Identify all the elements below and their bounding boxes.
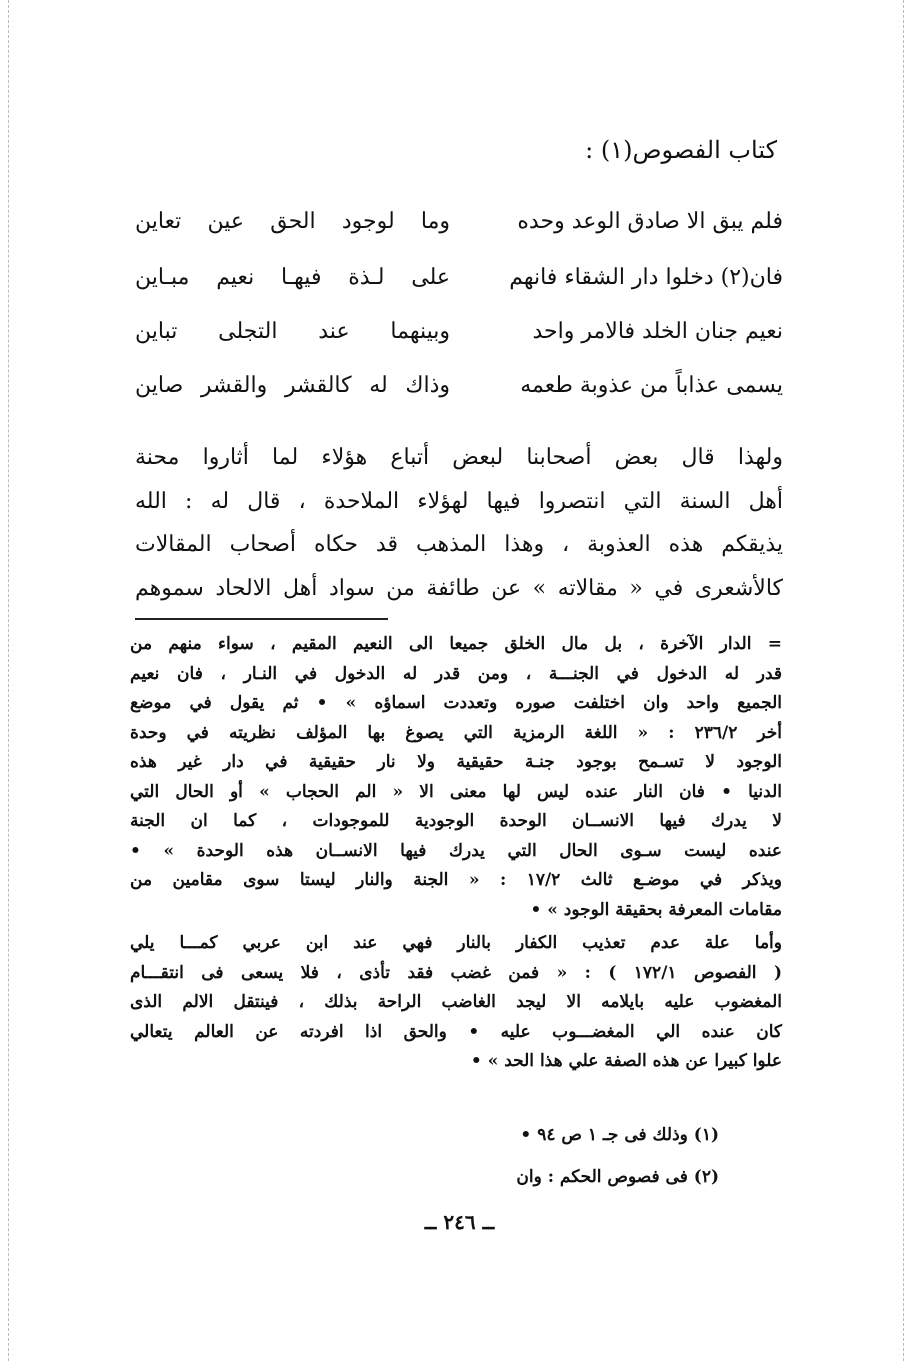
footnote-line: مقامات المعرفة بحقيقة الوجود » • (530, 899, 782, 920)
footnote-line: الجميع واحد وان اختلفت صوره وتعددت اسماؤه » • ثم يقول في موضع (130, 693, 782, 713)
footnote-separator (135, 618, 388, 620)
right-fold-line (903, 0, 904, 1361)
footnote-line: = الدار الآخرة ، بل مال الخلق جميعا الى النعيم المقيم ، سواء منهم من (130, 634, 782, 654)
verse-second-hemistich: وذاك له كالقشر والقشر صاين (135, 373, 450, 398)
verse-line (135, 312, 783, 352)
footnote-line: الوجود لا تسـمح بوجود جنـة حقيقية ولا نار حقيقية في دار غير هذه (130, 752, 782, 772)
verse-second-hemistich: وبينهما عند التجلى تباين (135, 319, 450, 344)
footnote-reference-2: (٢) فى فصوص الحكم : وان (516, 1167, 719, 1187)
footnotes-block (130, 630, 782, 1077)
footnote-line: المغضوب عليه بايلامه الا ليجد الغاضب الراحة بذلك ، فينتقل الالم الذى (130, 992, 782, 1012)
left-fold-line (8, 0, 9, 1361)
verse-first-hemistich: فلم يبق الا صادق الوعد وحده (517, 209, 783, 234)
footnote-line: ( الفصوص ١٧٢/١ ) : « فمن غضب فقد تأذى ، فلا يسعى فى انتقـــام (130, 962, 782, 983)
verse-second-hemistich: وما لوجود الحق عين تعاين (135, 209, 450, 234)
verse-line (135, 258, 783, 298)
main-text-line: أهل السنة التي انتصروا فيها لهؤلاء الملاحدة ، قال له : الله (135, 488, 783, 514)
footnote-reference-1: (١) وذلك فى جـ ١ ص ٩٤ • (520, 1125, 719, 1145)
footnote-line: وأما علة عدم تعذيب الكفار بالنار فهي عند ابن عربي كمـــا يلي (130, 933, 782, 953)
footnote-line: أخر ٢٣٦/٢ : « اللغة الرمزية التي يصوغ بها المؤلف نظريته في وحدة (130, 722, 783, 743)
footnote-line: كان عنده الي المغضـــوب عليه • والحق اذا افردته عن العالم يتعالي (130, 1021, 782, 1042)
footnote-line: عنده ليست سـوى الحال التي يدرك فيها الانســان هذه الوحدة » • (130, 840, 782, 861)
verse-first-hemistich: نعيم جنان الخلد فالامر واحد (532, 319, 783, 344)
footnote-line: لا يدرك فيها الانســان الوحدة الوجودية للموجودات ، كما ان الجنة (130, 811, 782, 831)
verse-line (135, 366, 783, 406)
footnote-line: ويذكر في موضـع ثالث ١٧/٢ : « الجنة والنار ليستا سوى مقامين من (130, 870, 782, 890)
page-number: ــ ٢٤٦ ــ (424, 1210, 495, 1234)
main-text-line: ولهذا قال بعض أصحابنا لبعض أتباع هؤلاء لما أثاروا محنة (135, 445, 783, 470)
footnote-line: قدر له الدخول في الجنـــة ، ومن قدر له الدخول في النـار ، فان نعيم (130, 663, 782, 684)
main-paragraph (135, 436, 783, 610)
verse-line (135, 202, 783, 242)
verse-first-hemistich: فان(٢) دخلوا دار الشقاء فانهم (509, 265, 783, 290)
verse-first-hemistich: يسمى عذاباً من عذوبة طعمه (520, 373, 783, 398)
main-text-line: يذيقكم هذه العذوبة ، وهذا المذهب قد حكاه أصحاب المقالات (135, 532, 783, 557)
main-text-line: كالأشعرى في « مقالاته » عن طائفة من سواد أهل الالحاد سموهم (135, 575, 783, 601)
verse-second-hemistich: على لـذة فيهـا نعيم مبـاين (135, 265, 450, 290)
footnote-line: علوا كبيرا عن هذه الصفة علي هذا الحد » • (470, 1051, 782, 1071)
section-heading: كتاب الفصوص(١) : (585, 136, 777, 164)
footnote-line: الدنيا • فان النار عنده ليس لها معنى الا « الم الحجاب » أو الحال التي (130, 781, 782, 802)
